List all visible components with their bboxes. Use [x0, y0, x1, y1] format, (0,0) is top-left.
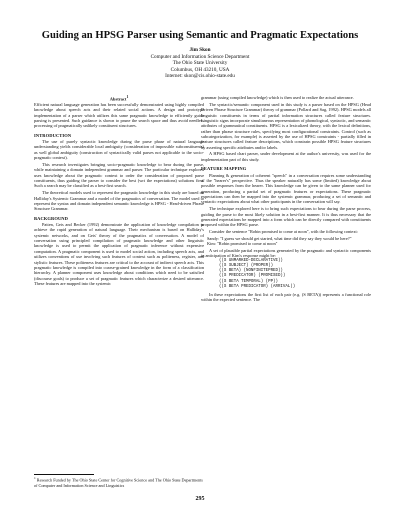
hpsg-paragraph: The syntactic/semantic component used in this study is a parser based on the HPSG (Head Driven Phrase Structure Grammar) theory of grammar (Pollard and Sag, 1992). HPSG models all linguistic constituents in terms of partial information structures called feature structures. Linguistic signs incorporate simultaneous representation of phonological, syntactic, and semantic attributes of grammatical constituents. HPSG is a lexicalized theory, with the lexical definitions, rather than phrase structure rules, specifying most configurational constraints. Control (such as subcategorization, for example) is asserted by the use of HPSG constraints - partially filled in feature structures called feature descriptions, which constrain possible HPSG feature structures by asserting specific attributes and/or labels. — [201, 101, 371, 150]
background-paragraph: Patten, Geis and Becker (1992) demonstrate the application of knowledge compilation to achieve the rapid generation of natural language. Their mechanism is based on Halliday's systemic networks, and on Geis' theory of the pragmatics of conversation. A model of conversation using principled compilation of pragmatic knowledge and other linguistic knowledge is used to permit the application of pragmatic inference without expensive computation. A pragmatic component is used to model social action, including speech acts, and utilizes conventions of use involving such features of context such as politeness, register, and stylistic features. These politeness features are critical to the account of indirect speech acts. This pragmatic knowledge is compiled into coarse-grained knowledge in the form of a classification hierarchy. A planner component uses knowledge about conditions which need to be satisfied (discourse goals) to produce a set of pragmatic features which characterize a desired utterance. These features are mapped into the systemic — [34, 222, 204, 286]
dialogue-speaker: Kim: — [207, 241, 216, 247]
footnote-text: Research Funded by The Ohio State Center for Cognitive Science and The Ohio State Departments of Computer and Information Science and Linguistics — [34, 477, 203, 488]
footnote-mark: 1 — [34, 476, 36, 480]
author-block — [0, 47, 400, 80]
expectations-intro: A set of plausible partial expectations generated by the pragmatic and syntactic components in anticipation of Kim's response might be: — [201, 248, 371, 259]
left-column — [34, 95, 204, 286]
background-heading: BACKGROUND — [34, 215, 69, 221]
parser-paragraph: A HPSG based chart parser, under development at the author's university, was used for the implementation part of this study. — [201, 151, 371, 162]
expectation-item: ((S PREDICATOR) (PROMISED)) — [219, 274, 286, 279]
page-number: 295 — [195, 496, 205, 502]
footnote-divider — [34, 474, 94, 475]
right-column — [201, 95, 371, 302]
feature-mapping-paragraph: Planning & generation of coherent "speech" in a conversation requires some understanding of the "hearer's" perspective. Thus the speaker naturally has some (limited) knowledge about possible responses from the hearer. This knowledge can be given to the same planner used for generation, producing a partial set of pragmatic features or expectations. These pragmatic expectations can then be mapped into the systemic grammar, producing a set of semantic and syntactic expectations about what other participants in the conversation will say. — [201, 172, 371, 205]
abstract-footnote-mark: 1 — [126, 95, 129, 99]
abstract-text: Efficient natural language generation has been successfully demonstrated using highly compiled knowledge about speech acts and their related social actions. A design and prototype implementation of a parser which utilizes this same pragmatic knowledge to efficiently guide parsing is presented. Such guidance is shown to prune the search space and thus avoid needless processing of pragmatically unlikely constituent structures. — [34, 101, 204, 129]
author-email: Internet: skon@cis.ohio-state.edu — [165, 73, 235, 80]
feature-mapping-paragraph: The technique explored here is to bring such expectations to bear during the parse process, guiding the parse to the most likely solution in a best-first manner. It is thus necessary that the generated expectations be mapped into a form which can be directly compared with constituents proposed within the HPSG parse. — [201, 206, 371, 228]
author-institution: The Ohio State University — [172, 60, 228, 67]
expectation-item: ((S UNMARKED-DECLARATIVE)) — [219, 258, 283, 263]
expectation-item: ((S BETA TEMPORAL) (PP)) — [219, 279, 278, 284]
example-dialogue — [207, 236, 371, 247]
dialogue-text: "I guess we should get started, what time did they say they would be here?" — [220, 235, 352, 241]
abstract-heading: Abstract$^1$ — [109, 95, 129, 102]
introduction-paragraph: This research investigates bringing socio-pragmatic knowledge to bear during the parse, while maintaining a domain independent grammar and parser. The particular technique explored uses knowledge about the pragmatic context to order the consideration of proposed parse constituents, thus guiding the parser to consider the best (wrt the expectations) solutions first. Such a search may be classified as a best-first search. — [34, 161, 204, 189]
introduction-heading: INTRODUCTION — [34, 132, 72, 138]
expectation-list — [219, 259, 371, 290]
footnote — [34, 476, 204, 488]
author-affiliation: Computer and Information Science Department — [150, 53, 250, 60]
expectation-item: ((S BETA) (NONFINITEPRED)) — [219, 269, 283, 274]
feature-mapping-paragraph: Consider the sentence "Robin promised to come at noon", with the following context: — [209, 229, 358, 235]
dialogue-line — [207, 241, 371, 246]
introduction-paragraph: The theoretical models used to represent the pragmatic knowledge in this study are based on Halliday's Systemic Grammar and a model of the pragmatics of conversation. The model used to represent the syntax and domain independent semantic knowledge is HPSG - Head-driven Phrase Structure Grammar. — [34, 190, 204, 212]
background-continuation: grammar (using compiled knowledge) which is then used to realize the actual utterance. — [201, 95, 354, 100]
expectation-item: ((S BETA PREDICATOR) (ARRIVAL)) — [219, 284, 296, 289]
closing-paragraph: In these expectations the first list of each pair (e.g. (S BETA)) represents a functional role within the expected sentence. The — [201, 291, 371, 302]
introduction-paragraph: The use of purely syntactic knowledge during the parse phase of natural language understanding yields considerable local ambiguity (consideration of impossible subconstituents) as well global ambiguity (construction of syntactically valid parses not applicable to the socio-pragmatic context). — [34, 139, 204, 161]
paper-title: Guiding an HPSG Parser using Semantic and Pragmatic Expectations — [41, 30, 359, 41]
author-name: Jim Skon — [189, 47, 211, 53]
dialogue-speaker: Sandy: — [207, 235, 220, 241]
author-address: Columbus, OH 43210, USA — [170, 66, 230, 73]
feature-mapping-heading: FEATURE MAPPING — [201, 166, 247, 172]
dialogue-text: "Robin promised to come at noon" — [217, 241, 278, 247]
expectation-item: ((S SUBJECT) (PROPER)) — [219, 264, 274, 269]
